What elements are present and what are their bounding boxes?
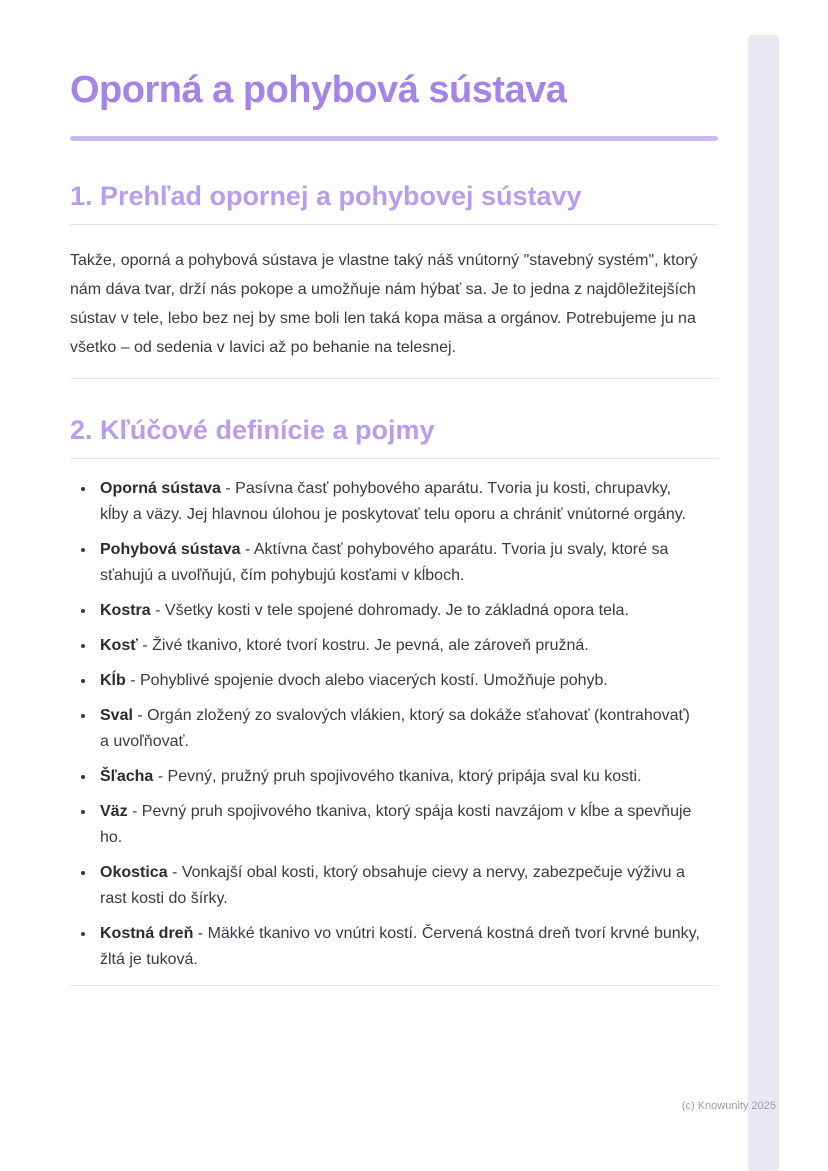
definition: - Živé tkanivo, ktoré tvorí kostru. Je pevná, ale zároveň pružná. [142,637,589,654]
definition: - Aktívna časť pohybového aparátu. Tvoria ju svaly, ktoré sa sťahujú a uvoľňujú, čím pohybujú kosťami v kĺboch. [100,541,669,584]
section-1-heading: 1. Prehľad opornej a pohybovej sústavy [70,179,718,225]
list-item-vaz [96,799,700,851]
term: Kĺb [100,672,126,689]
definitions-list [70,476,700,973]
bottom-divider [70,985,718,986]
definition: - Orgán zložený zo svalových vlákien, ktorý sa dokáže sťahovať (kontrahovať) a uvoľňovať. [100,707,690,750]
section-1-paragraph: Takže, oporná a pohybová sústava je vlastne taký náš vnútorný "stavebný systém", ktorý nám dáva tvar, drží nás pokope a umožňuje nám hýbať sa. Je to jedna z najdôležitejších sústav v tele, lebo bez nej by sme boli len taká kopa mäsa a orgánov. Potrebujeme ju na všetko – od sedenia v lavici až po behanie na telesnej. [70,252,698,356]
section-divider [70,378,718,379]
term: Väz [100,803,128,820]
definition: - Mäkké tkanivo vo vnútri kostí. Červená kostná dreň tvorí krvné bunky, žltá je tuková. [100,925,700,968]
definition: - Pevný, pružný pruh spojivového tkaniva, ktorý pripája sval ku kosti. [157,768,642,785]
term: Pohybová sústava [100,541,241,558]
list-item-kostna-dren [96,921,700,973]
list-item-kostra [96,598,700,624]
term: Oporná sústava [100,480,221,497]
list-item-kost [96,633,700,659]
footer-credit: (c) Knowunity 2025 [681,1100,776,1112]
term: Kosť [100,637,138,654]
term: Kostná dreň [100,925,194,942]
term: Okostica [100,864,168,881]
document-content [70,68,718,986]
term: Sval [100,707,133,724]
term: Kostra [100,602,151,619]
definition: - Všetky kosti v tele spojené dohromady. Je to základná opora tela. [155,602,629,619]
section-overview [70,179,718,362]
section-definitions [70,413,718,973]
list-item-oporna-sustava [96,476,700,528]
list-item-klb [96,668,700,694]
scrollbar[interactable] [748,35,779,1171]
list-item-slacha [96,764,700,790]
definition: - Pasívna časť pohybového aparátu. Tvoria ju kosti, chrupavky, kĺby a väzy. Jej hlavnou úlohou je poskytovať telu oporu a chrániť vnútorné orgány. [100,480,686,523]
term: Šľacha [100,768,154,785]
page-title: Oporná a pohybová sústava [70,69,567,111]
definition: - Vonkajší obal kosti, ktorý obsahuje cievy a nervy, zabezpečuje výživu a rast kosti do šírky. [100,864,685,907]
section-2-heading: 2. Kľúčové definície a pojmy [70,413,718,459]
title-rule [70,136,718,141]
definition: - Pohyblivé spojenie dvoch alebo viacerých kostí. Umožňuje pohyb. [130,672,608,689]
list-item-pohybova-sustava [96,537,700,589]
list-item-okostica [96,860,700,912]
list-item-sval [96,703,700,755]
definition: - Pevný pruh spojivového tkaniva, ktorý spája kosti navzájom v kĺbe a spevňuje ho. [100,803,692,846]
